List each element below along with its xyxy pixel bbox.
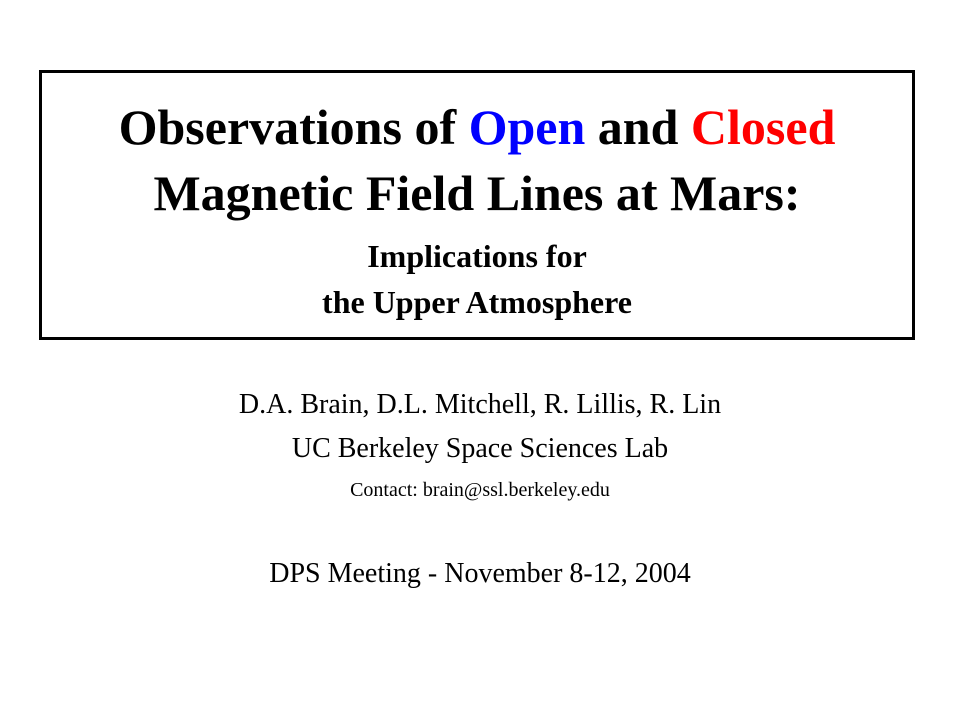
subtitle-line-1: Implications for — [367, 238, 587, 274]
title-word-open: Open — [468, 99, 586, 155]
title-text-observations: Observations of — [118, 99, 469, 155]
authors: D.A. Brain, D.L. Mitchell, R. Lillis, R. Lin — [238, 389, 722, 420]
title-line-2: Magnetic Field Lines at Mars: — [153, 165, 801, 221]
subtitle-line-2: the Upper Atmosphere — [322, 284, 632, 320]
contact-email: Contact: brain@ssl.berkeley.edu — [350, 479, 610, 501]
title-box — [39, 70, 915, 340]
title-line-1 — [42, 97, 912, 157]
title-word-closed: Closed — [690, 99, 836, 155]
meeting-info: DPS Meeting - November 8-12, 2004 — [269, 558, 691, 589]
affiliation: UC Berkeley Space Sciences Lab — [291, 433, 669, 464]
title-text-and: and — [585, 99, 691, 155]
